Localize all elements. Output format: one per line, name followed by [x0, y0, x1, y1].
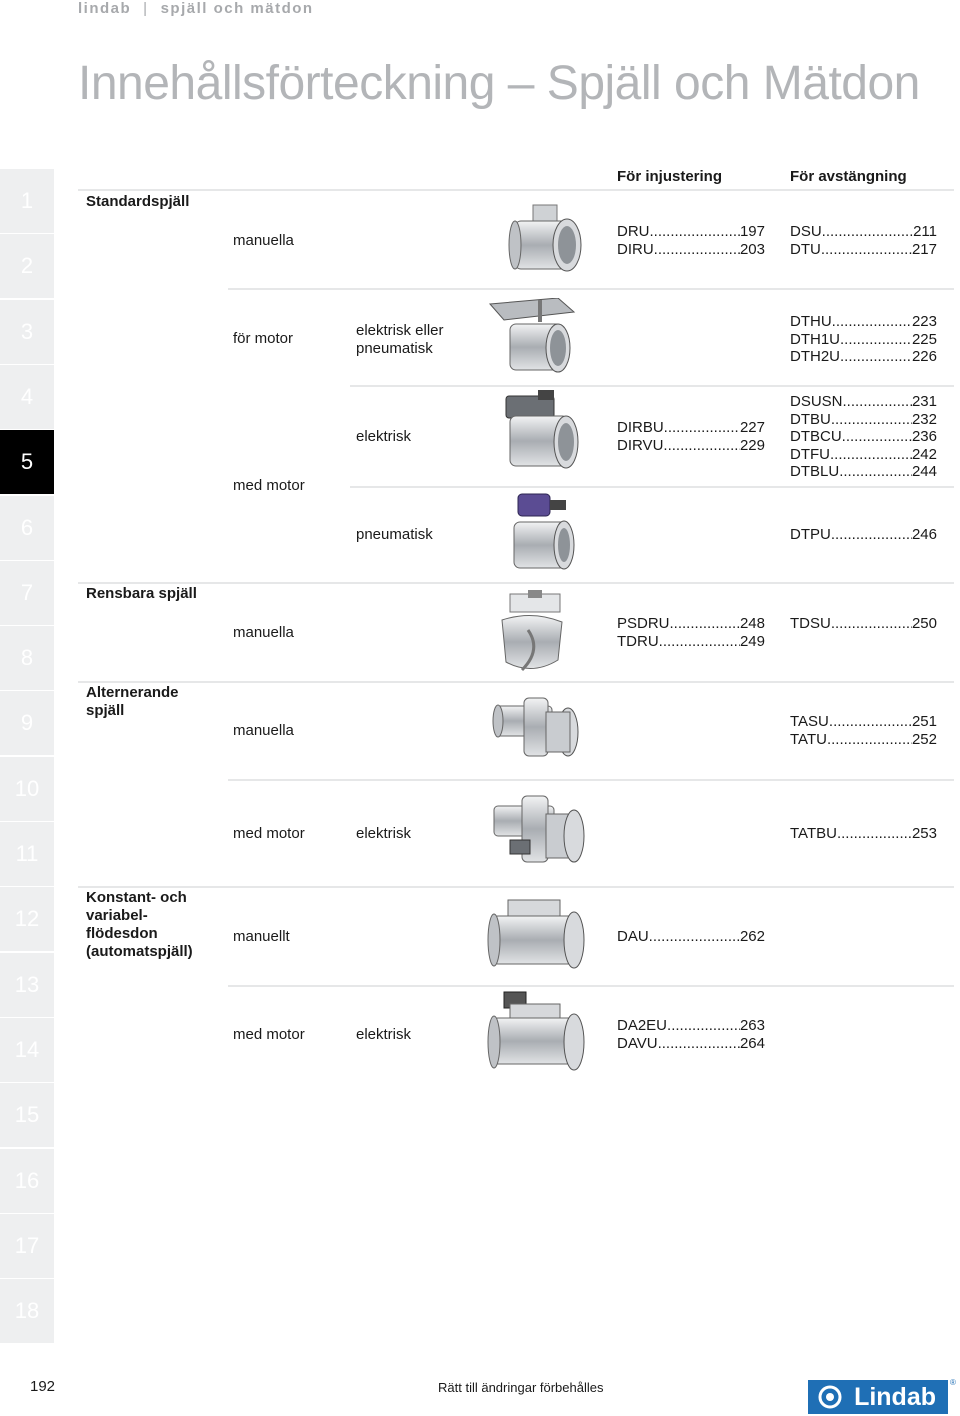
ref-page: 250: [911, 615, 937, 632]
ref-code: DIRU: [617, 240, 654, 258]
leader-dots: [821, 241, 912, 259]
ref-page: 252: [911, 730, 937, 748]
ref-page: 264: [739, 1034, 765, 1052]
ref-entry: [790, 526, 937, 544]
ref-list: [790, 393, 937, 481]
ref-code: DTH2U: [790, 348, 841, 365]
ref-entry: [790, 713, 937, 731]
leader-dots: [650, 223, 740, 241]
ref-page: 229: [739, 436, 765, 454]
flow-regulator-motor-image: [486, 990, 588, 1076]
ref-code: TDSU: [790, 615, 831, 632]
chapter-tab-7[interactable]: 7: [0, 561, 54, 625]
leader-dots: [842, 428, 912, 446]
ref-list: [790, 615, 937, 633]
ref-code: TATBU: [790, 825, 837, 842]
divider: [78, 886, 954, 888]
ref-page: 197: [739, 223, 765, 240]
leader-dots: [649, 928, 740, 946]
label-manuella: manuella: [233, 722, 294, 739]
chapter-tab-11[interactable]: 11: [0, 822, 54, 886]
label-elektrisk: elektrisk: [356, 428, 412, 445]
damper-electric-actuator-image: [500, 390, 582, 472]
ref-code: DTFU: [790, 445, 830, 463]
damper-motor-bracket-image: [488, 298, 580, 380]
divider: [78, 189, 954, 191]
chapter-tab-8[interactable]: 8: [0, 626, 54, 690]
ref-entry: [790, 331, 937, 349]
divider: [228, 985, 954, 987]
ref-page: 211: [913, 223, 937, 240]
divider: [78, 681, 954, 683]
ref-list: [790, 313, 937, 366]
ref-entry: [617, 615, 765, 633]
chapter-tab-14[interactable]: 14: [0, 1018, 54, 1082]
ref-entry: [790, 615, 937, 633]
chapter-tab-6[interactable]: 6: [0, 496, 54, 560]
ref-page: 227: [739, 419, 765, 436]
ref-code: DSU: [790, 223, 822, 240]
chapter-tab-17[interactable]: 17: [0, 1214, 54, 1278]
chapter-tab-3[interactable]: 3: [0, 300, 54, 364]
leader-dots: [659, 633, 740, 651]
ref-entry: [617, 437, 765, 455]
ref-page: 253: [911, 825, 937, 842]
ref-page: 225: [911, 330, 937, 348]
ref-entry: [790, 428, 937, 446]
ref-entry: [617, 419, 765, 437]
ref-page: 246: [911, 526, 937, 543]
page-number: 192: [30, 1378, 56, 1395]
ref-code: DTH1U: [790, 330, 841, 348]
ref-page: 251: [911, 713, 937, 730]
ref-entry: [790, 223, 937, 241]
damper-pneumatic-actuator-image: [508, 490, 578, 576]
ref-entry: [617, 928, 765, 946]
lindab-logo: [808, 1380, 948, 1414]
chapter-tab-9[interactable]: 9: [0, 691, 54, 755]
ref-code: DTBCU: [790, 428, 842, 445]
ref-page: 244: [911, 463, 937, 480]
ref-code: DIRVU: [617, 436, 664, 454]
chapter-tab-1[interactable]: 1: [0, 169, 54, 233]
leader-dots: [658, 1035, 740, 1053]
column-header-injustering: För injustering: [617, 168, 722, 185]
category-standardspjall: Standardspjäll: [86, 193, 190, 210]
flow-regulator-image: [486, 892, 588, 978]
label-for-motor: för motor: [233, 330, 294, 347]
chapter-tab-18[interactable]: 18: [0, 1279, 54, 1343]
ref-entry: [790, 348, 937, 366]
ref-page: 203: [739, 240, 765, 258]
ref-code: DTPU: [790, 526, 831, 543]
alternating-damper-image: [490, 692, 586, 768]
leader-dots: [839, 463, 912, 481]
leader-dots: [830, 446, 912, 464]
running-header: [78, 0, 314, 17]
leader-dots: [831, 411, 912, 429]
ref-list: [617, 1017, 765, 1052]
header-separator: |: [143, 0, 149, 17]
ref-code: DAU: [617, 928, 649, 945]
ref-code: TDRU: [617, 632, 659, 650]
ref-entry: [617, 223, 765, 241]
leader-dots: [843, 393, 912, 411]
ref-list: [790, 713, 937, 748]
chapter-tab-10[interactable]: 10: [0, 757, 54, 821]
leader-dots: [670, 615, 740, 633]
ref-code: DSUSN: [790, 393, 843, 410]
leader-dots: [654, 241, 740, 259]
divider: [228, 779, 954, 781]
alternating-damper-motor-image: [486, 792, 588, 872]
label-manuellt: manuellt: [233, 928, 290, 945]
chapter-tab-5[interactable]: 5: [0, 430, 54, 494]
column-header-avstangning: För avstängning: [790, 168, 907, 185]
ref-entry: [790, 825, 937, 843]
ref-code: DTBU: [790, 410, 831, 428]
damper-image: [505, 203, 585, 279]
divider: [350, 486, 954, 488]
ref-page: 248: [739, 615, 765, 632]
leader-dots: [831, 526, 912, 544]
divider: [350, 385, 954, 387]
ref-entry: [790, 463, 937, 481]
ref-entry: [790, 731, 937, 749]
ref-list: [617, 928, 765, 946]
label-manuella: manuella: [233, 232, 294, 249]
category-rensbara: Rensbara spjäll: [86, 585, 197, 602]
label-elektrisk: elektrisk: [356, 1026, 412, 1043]
leader-dots: [831, 615, 912, 633]
ref-entry: [617, 633, 765, 651]
leader-dots: [840, 348, 912, 366]
leader-dots: [832, 313, 912, 331]
ref-entry: [790, 446, 937, 464]
ref-code: DTHU: [790, 313, 832, 330]
ref-list: [790, 223, 937, 258]
chapter-tab-2[interactable]: 2: [0, 234, 54, 298]
ref-list: [790, 825, 937, 843]
divider: [78, 582, 954, 584]
label-manuella: manuella: [233, 624, 294, 641]
ref-page: 262: [739, 928, 765, 945]
ref-page: 249: [739, 632, 765, 650]
ref-page: 232: [911, 410, 937, 428]
header-section: spjäll och mätdon: [160, 0, 314, 17]
leader-dots: [667, 1017, 740, 1035]
chapter-tab-16[interactable]: 16: [0, 1149, 54, 1213]
ref-page: 263: [739, 1017, 765, 1034]
ref-entry: [790, 393, 937, 411]
ref-list: [790, 526, 937, 544]
ref-list: [617, 615, 765, 650]
registered-mark: ®: [950, 1378, 956, 1387]
category-konstant: Konstant- och variabel- flödesdon (automatspjäll): [86, 889, 193, 960]
chapter-tab-4[interactable]: 4: [0, 365, 54, 429]
leader-dots: [827, 731, 912, 749]
logo-mark-icon: [818, 1385, 848, 1409]
leader-dots: [664, 419, 740, 437]
ref-code: DRU: [617, 223, 650, 240]
ref-code: DAVU: [617, 1034, 658, 1052]
ref-entry: [617, 241, 765, 259]
footer-note: Rätt till ändringar förbehålles: [438, 1380, 604, 1395]
page-title: Innehållsförteckning – Spjäll och Mätdon: [78, 57, 920, 110]
label-elektrisk-eller-pneumatisk: elektrisk eller pneumatisk: [356, 322, 444, 357]
leader-dots: [663, 437, 740, 455]
label-med-motor: med motor: [233, 1026, 305, 1043]
ref-code: DIRBU: [617, 419, 664, 436]
chapter-tab-13[interactable]: 13: [0, 953, 54, 1017]
ref-entry: [790, 241, 937, 259]
ref-entry: [617, 1017, 765, 1035]
chapter-tab-12[interactable]: 12: [0, 887, 54, 951]
ref-page: 231: [911, 393, 937, 410]
ref-list: [617, 419, 765, 454]
ref-page: 236: [911, 428, 937, 445]
ref-code: DTBLU: [790, 463, 840, 480]
ref-code: TATU: [790, 730, 827, 748]
label-pneumatisk: pneumatisk: [356, 526, 433, 543]
divider: [228, 288, 954, 290]
ref-page: 223: [911, 313, 937, 330]
leader-dots: [837, 825, 912, 843]
ref-code: DTU: [790, 240, 821, 258]
logo-text: Lindab: [854, 1382, 936, 1411]
label-med-motor: med motor: [233, 825, 305, 842]
header-brand: lindab: [78, 0, 132, 17]
category-alternerande: Alternerande spjäll: [86, 684, 179, 719]
ref-page: 226: [911, 348, 937, 365]
leader-dots: [840, 331, 912, 349]
ref-entry: [617, 1035, 765, 1053]
ref-page: 242: [911, 445, 937, 463]
label-med-motor: med motor: [233, 477, 305, 494]
ref-entry: [790, 411, 937, 429]
ref-entry: [790, 313, 937, 331]
leader-dots: [822, 223, 913, 241]
ref-code: DA2EU: [617, 1017, 668, 1034]
ref-list: [617, 223, 765, 258]
ref-page: 217: [911, 240, 937, 258]
ref-code: TASU: [790, 713, 829, 730]
chapter-tab-15[interactable]: 15: [0, 1083, 54, 1147]
cleanable-damper-image: [492, 590, 572, 676]
label-elektrisk: elektrisk: [356, 825, 412, 842]
ref-code: PSDRU: [617, 615, 670, 632]
leader-dots: [829, 713, 912, 731]
